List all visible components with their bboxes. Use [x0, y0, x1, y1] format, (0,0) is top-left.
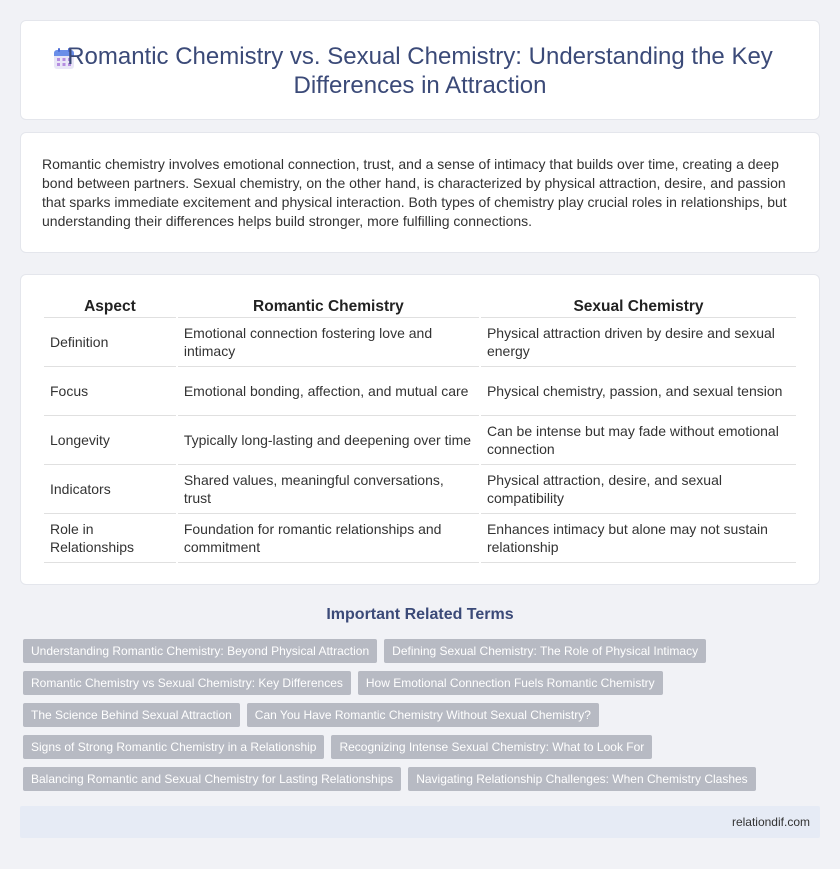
table-cell-aspect: Longevity: [44, 416, 176, 465]
table-cell-sexual: Physical chemistry, passion, and sexual tension: [481, 367, 796, 416]
related-term-tag[interactable]: Can You Have Romantic Chemistry Without Sexual Chemistry?: [247, 703, 599, 727]
tag-row: [23, 767, 813, 791]
column-header-romantic: Romantic Chemistry: [178, 296, 479, 318]
table-row: [44, 318, 796, 367]
table-cell-sexual: Physical attraction driven by desire and sexual energy: [481, 318, 796, 367]
related-term-tag[interactable]: How Emotional Connection Fuels Romantic Chemistry: [358, 671, 663, 695]
related-term-tag[interactable]: Recognizing Intense Sexual Chemistry: What to Look For: [331, 735, 652, 759]
table-cell-sexual: Physical attraction, desire, and sexual compatibility: [481, 465, 796, 514]
related-term-tag[interactable]: Understanding Romantic Chemistry: Beyond Physical Attraction: [23, 639, 377, 663]
related-term-tag[interactable]: Navigating Relationship Challenges: When Chemistry Clashes: [408, 767, 756, 791]
table-cell-sexual: Enhances intimacy but alone may not sustain relationship: [481, 514, 796, 563]
related-terms-title: Important Related Terms: [326, 606, 514, 623]
related-term-tag[interactable]: Defining Sexual Chemistry: The Role of Physical Intimacy: [384, 639, 706, 663]
table-row: [44, 465, 796, 514]
related-term-tag[interactable]: Romantic Chemistry vs Sexual Chemistry: Key Differences: [23, 671, 351, 695]
related-term-tag[interactable]: Balancing Romantic and Sexual Chemistry for Lasting Relationships: [23, 767, 401, 791]
table-row: [44, 367, 796, 416]
table-row: [44, 514, 796, 563]
tag-row: [23, 671, 813, 695]
tag-row: [23, 639, 813, 663]
table-cell-aspect: Focus: [44, 367, 176, 416]
tag-row: [23, 735, 813, 759]
table-row: [44, 416, 796, 465]
related-term-tag[interactable]: Signs of Strong Romantic Chemistry in a Relationship: [23, 735, 324, 759]
related-term-tag[interactable]: The Science Behind Sexual Attraction: [23, 703, 240, 727]
table-cell-romantic: Emotional connection fostering love and intimacy: [178, 318, 479, 367]
comparison-card: [20, 274, 820, 585]
table-cell-sexual: Can be intense but may fade without emotional connection: [481, 416, 796, 465]
header-card: [20, 20, 820, 120]
table-cell-romantic: Shared values, meaningful conversations, trust: [178, 465, 479, 514]
table-cell-romantic: Emotional bonding, affection, and mutual care: [178, 367, 479, 416]
tag-row: [23, 703, 813, 727]
footer-site-name[interactable]: relationdif.com: [731, 815, 810, 829]
table-cell-aspect: Definition: [44, 318, 176, 367]
table-cell-aspect: Indicators: [44, 465, 176, 514]
intro-paragraph: Romantic chemistry involves emotional connection, trust, and a sense of intimacy that builds over time, creating a deep bond between partners. Sexual chemistry, on the other hand, is characterized by physical attraction, desire, and passion that sparks immediate excitement and physical interaction. Both types of chemistry play crucial roles in relationships, but understanding their differences helps build stronger, more fulfilling connections.: [42, 156, 787, 229]
column-header-aspect: Aspect: [44, 296, 176, 318]
table-cell-aspect: Role in Relationships: [44, 514, 176, 563]
column-header-sexual: Sexual Chemistry: [481, 296, 796, 318]
page-title: Romantic Chemistry vs. Sexual Chemistry: Understanding the Key Differences in Attraction: [67, 43, 773, 99]
related-terms-list: [23, 639, 813, 799]
footer: [20, 806, 820, 838]
table-cell-romantic: Typically long-lasting and deepening over time: [178, 416, 479, 465]
table-cell-romantic: Foundation for romantic relationships and commitment: [178, 514, 479, 563]
table-header-row: [44, 296, 796, 318]
intro-card: [20, 132, 820, 253]
comparison-table: [42, 296, 798, 563]
